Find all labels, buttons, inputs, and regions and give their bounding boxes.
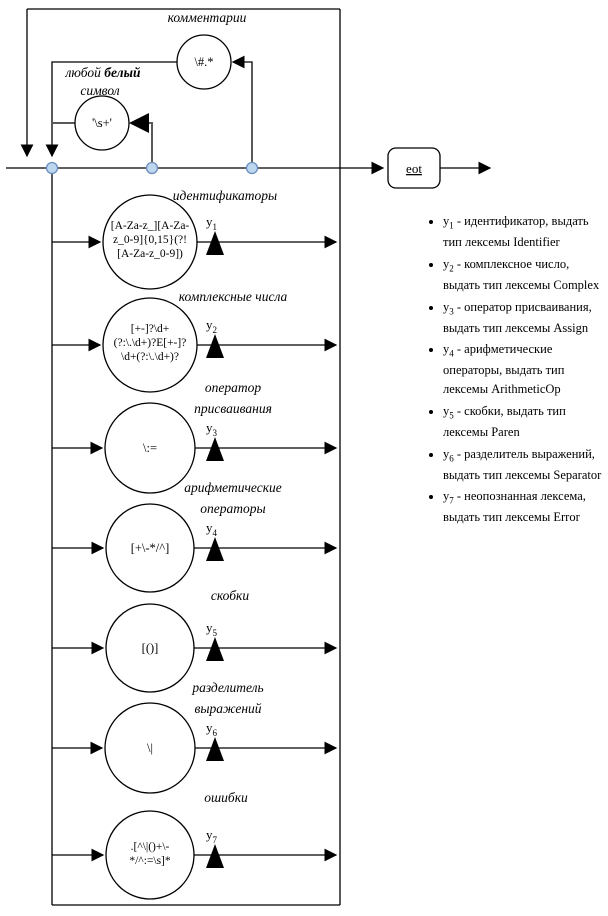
output-signal-label: $y_2$	[206, 317, 217, 335]
whitespace-label-line2: символ	[80, 83, 120, 98]
output-marker-triangle	[206, 844, 224, 868]
row-label: скобки	[210, 588, 250, 603]
comment-feed-arrow	[233, 62, 252, 168]
pattern-line: (?:\.\d+)?E[+-]?	[113, 337, 187, 349]
pattern-line: [A-Za-z_][A-Za-	[110, 220, 190, 232]
pattern-line: [+-]?\d+	[130, 323, 170, 335]
row-label: выражений	[194, 701, 262, 716]
row-label: арифметические	[184, 480, 282, 495]
output-signal-label: $y_2$	[443, 256, 454, 274]
token-row-errors	[52, 790, 336, 899]
output-marker-triangle	[206, 334, 224, 358]
pattern-line: \d+(?:\.\d+)?	[121, 351, 179, 363]
token-row-identifiers	[52, 188, 336, 289]
pattern-line: [A-Za-z_0-9])	[117, 248, 183, 260]
token-row-arithmetic	[52, 480, 336, 592]
whitespace-label-line1: любой белый	[65, 65, 141, 80]
pattern-line: \:=	[143, 441, 157, 455]
legend-item-text: - скобки, выдать тип лексемы Paren	[443, 403, 566, 439]
legend-item	[443, 298, 606, 338]
token-row-parens	[52, 588, 336, 692]
token-row-assignment	[52, 380, 336, 493]
output-signal-label: $y_6$	[443, 446, 454, 463]
legend-item	[443, 402, 606, 442]
pattern-line: .[^\|()+\-	[130, 841, 170, 853]
whitespace-feed-arrow	[131, 123, 152, 168]
pattern-line: */^:=\s]*	[129, 855, 171, 867]
output-signal-label: $y_5$	[443, 403, 454, 421]
output-signal-label: $y_6$	[206, 720, 217, 738]
pattern-line: [()]	[141, 641, 159, 655]
output-marker-triangle	[206, 537, 224, 561]
legend	[428, 212, 606, 530]
junction-node	[47, 163, 58, 174]
output-marker-triangle	[206, 437, 224, 461]
output-signal-label: $y_5$	[206, 620, 217, 638]
output-signal-label: $y_7$	[443, 489, 454, 506]
token-row-separator	[52, 680, 336, 793]
legend-item	[443, 487, 606, 527]
output-signal-label: $y_1$	[206, 214, 217, 232]
row-label: разделитель	[192, 680, 264, 695]
token-row-complex-numbers	[52, 289, 336, 392]
legend-item-text: - оператор присваивания, выдать тип лексемы Assign	[443, 299, 592, 335]
legend-item	[443, 255, 606, 295]
legend-item-text: - неопознанная лексема, выдать тип лексемы Error	[443, 489, 586, 525]
legend-item-text: - разделитель выражений, выдать тип лексемы Separator	[443, 446, 602, 482]
legend-item-text: - комплексное число, выдать тип лексемы Complex	[443, 256, 600, 292]
pattern-line: [+\-*/^]	[130, 541, 170, 555]
legend-item	[443, 340, 606, 399]
row-label: присваивания	[194, 401, 272, 416]
output-signal-label: $y_1$	[443, 214, 454, 231]
junction-node	[147, 163, 158, 174]
row-label: комплексные числа	[178, 289, 288, 304]
row-label: идентификаторы	[172, 188, 278, 203]
legend-item-text: - арифметические операторы, выдать тип лексемы ArithmeticOp	[443, 342, 565, 396]
legend-item	[443, 445, 606, 485]
output-marker-triangle	[206, 737, 224, 761]
legend-item-text: - идентификатор, выдать тип лексемы Identifier	[443, 214, 589, 249]
row-label: оператор	[204, 380, 262, 395]
comment-pattern: \#.*	[194, 55, 214, 69]
output-signal-label: $y_3$	[206, 420, 217, 438]
whitespace-pattern: '\s+'	[92, 116, 112, 130]
pattern-line: z_0-9]{0,15}(?!	[113, 234, 187, 246]
row-label: ошибки	[204, 790, 248, 805]
eot-label: eot	[406, 161, 422, 176]
pattern-line: \|	[147, 741, 153, 755]
comment-label: комментарии	[167, 10, 247, 25]
legend-item	[443, 212, 606, 252]
output-signal-label: $y_7$	[206, 827, 217, 845]
output-marker-triangle	[206, 637, 224, 661]
junction-node	[247, 163, 258, 174]
output-signal-label: $y_3$	[443, 299, 454, 316]
legend-list	[428, 212, 606, 527]
output-signal-label: $y_4$	[443, 342, 454, 359]
whitespace-loop	[52, 65, 152, 168]
output-marker-triangle	[206, 231, 224, 255]
output-signal-label: $y_4$	[206, 520, 217, 538]
row-label: операторы	[200, 501, 266, 516]
